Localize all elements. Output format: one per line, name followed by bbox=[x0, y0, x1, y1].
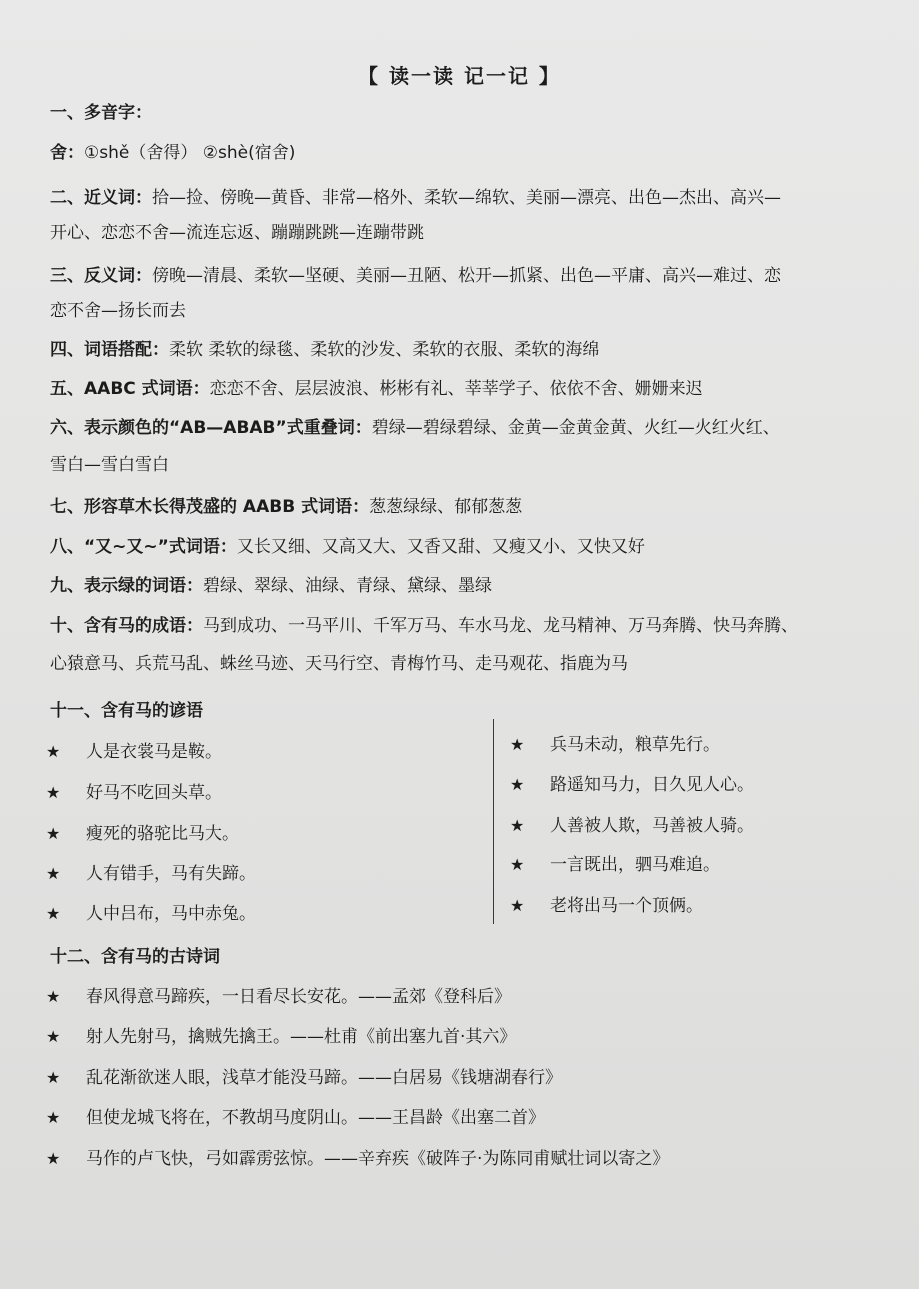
poem-line-1: ★ 春风得意马蹄疾，一日看尽长安花。——孟郊《登科后》 bbox=[46, 987, 511, 1007]
section-1-line: 舍：①shě（舍得） ②shè(宿舍) bbox=[50, 143, 296, 163]
section-2-line-2: 开心、恋恋不舍—流连忘返、蹦蹦跳跳—连蹦带跳 bbox=[50, 223, 424, 243]
section-10-line-1: 十、含有马的成语：马到成功、一马平川、千军万马、车水马龙、龙马精神、万马奔腾、快马奔腾、 bbox=[50, 616, 798, 636]
proverb-left-1: ★ 人是衣裳马是鞍。 bbox=[46, 742, 222, 762]
page-title: 【 读一读 记一记 】 bbox=[358, 64, 561, 88]
section-6-line-2: 雪白—雪白雪白 bbox=[50, 455, 169, 475]
section-5-line: 五、AABC 式词语：恋恋不舍、层层波浪、彬彬有礼、莘莘学子、依依不舍、姗姗来迟 bbox=[50, 379, 703, 399]
star-icon: ★ bbox=[46, 864, 61, 883]
poem-line-2: ★ 射人先射马，擒贼先擒王。——杜甫《前出塞九首·其六》 bbox=[46, 1027, 517, 1047]
proverb-right-5: ★ 老将出马一个顶俩。 bbox=[510, 896, 703, 916]
proverb-left-5: ★ 人中吕布，马中赤兔。 bbox=[46, 904, 256, 924]
poem-line-3: ★ 乱花渐欲迷人眼，浅草才能没马蹄。——白居易《钱塘湖春行》 bbox=[46, 1068, 562, 1088]
section-12-heading: 十二、含有马的古诗词 bbox=[50, 947, 220, 967]
proverb-right-2: ★ 路遥知马力，日久见人心。 bbox=[510, 775, 754, 795]
star-icon: ★ bbox=[46, 742, 61, 761]
section-1-heading: 一、多音字： bbox=[50, 103, 152, 123]
section-9-line: 九、表示绿的词语：碧绿、翠绿、油绿、青绿、黛绿、墨绿 bbox=[50, 576, 492, 596]
column-divider bbox=[493, 719, 494, 924]
star-icon: ★ bbox=[46, 987, 61, 1006]
star-icon: ★ bbox=[46, 783, 61, 802]
star-icon: ★ bbox=[46, 824, 61, 843]
section-11-heading: 十一、含有马的谚语 bbox=[50, 701, 203, 721]
section-8-line: 八、“又~又~”式词语：又长又细、又高又大、又香又甜、又瘦又小、又快又好 bbox=[50, 537, 645, 557]
star-icon: ★ bbox=[510, 855, 525, 874]
section-3-line-2: 恋不舍—扬长而去 bbox=[50, 301, 186, 321]
star-icon: ★ bbox=[510, 775, 525, 794]
section-3-line-1: 三、反义词：傍晚—清晨、柔软—坚硬、美丽—丑陋、松开—抓紧、出色—平庸、高兴—难过、恋 bbox=[50, 266, 781, 286]
section-2-line-1: 二、近义词：拾—捡、傍晚—黄昏、非常—格外、柔软—绵软、美丽—漂亮、出色—杰出、高兴— bbox=[50, 188, 781, 208]
proverb-left-2: ★ 好马不吃回头草。 bbox=[46, 783, 222, 803]
proverb-right-3: ★ 人善被人欺，马善被人骑。 bbox=[510, 816, 754, 836]
star-icon: ★ bbox=[510, 816, 525, 835]
section-7-line: 七、形容草木长得茂盛的 AABB 式词语：葱葱绿绿、郁郁葱葱 bbox=[50, 497, 523, 517]
proverb-right-1: ★ 兵马未动，粮草先行。 bbox=[510, 735, 720, 755]
star-icon: ★ bbox=[510, 735, 525, 754]
star-icon: ★ bbox=[46, 1027, 61, 1046]
star-icon: ★ bbox=[510, 896, 525, 915]
proverb-left-3: ★ 瘦死的骆驼比马大。 bbox=[46, 824, 239, 844]
proverb-left-4: ★ 人有错手，马有失蹄。 bbox=[46, 864, 256, 884]
section-4-line: 四、词语搭配：柔软 柔软的绿毯、柔软的沙发、柔软的衣服、柔软的海绵 bbox=[50, 340, 600, 360]
poem-line-5: ★ 马作的卢飞快，弓如霹雳弦惊。——辛弃疾《破阵子·为陈同甫赋壮词以寄之》 bbox=[46, 1149, 670, 1169]
star-icon: ★ bbox=[46, 1108, 61, 1127]
star-icon: ★ bbox=[46, 1068, 61, 1087]
poem-line-4: ★ 但使龙城飞将在，不教胡马度阴山。——王昌龄《出塞二首》 bbox=[46, 1108, 545, 1128]
proverb-right-4: ★ 一言既出，驷马难追。 bbox=[510, 855, 720, 875]
star-icon: ★ bbox=[46, 1149, 61, 1168]
section-10-line-2: 心猿意马、兵荒马乱、蛛丝马迹、天马行空、青梅竹马、走马观花、指鹿为马 bbox=[50, 654, 628, 674]
star-icon: ★ bbox=[46, 904, 61, 923]
section-6-line-1: 六、表示颜色的“AB—ABAB”式重叠词：碧绿—碧绿碧绿、金黄—金黄金黄、火红—火红火红、 bbox=[50, 418, 780, 438]
